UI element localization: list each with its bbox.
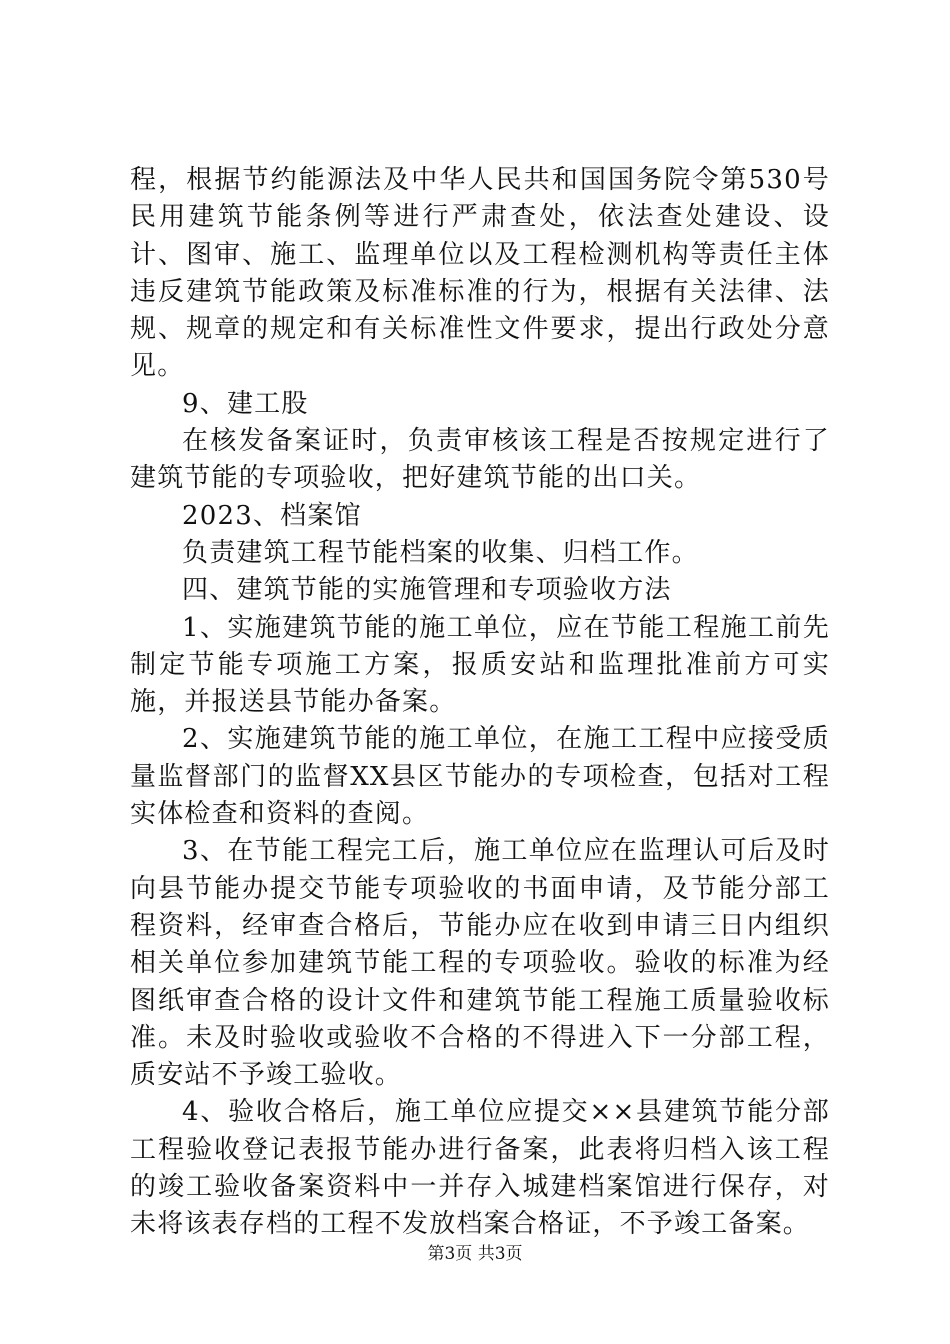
paragraph-item-2: 2、实施建筑节能的施工单位，在施工工程中应接受质量监督部门的监督XX县区节能办的专项检查，包括对工程实体检查和资料的查阅。 [130, 724, 830, 830]
section-heading-implementation: 四、建筑节能的实施管理和专项验收方法 [182, 575, 672, 606]
paragraph-archives-duty: 负责建筑工程节能档案的收集、归档工作。 [182, 537, 699, 568]
paragraph-item-1: 1、实施建筑节能的施工单位，应在节能工程施工前先制定节能专项施工方案，报质安站和监理批准前方可实施，并报送县节能办备案。 [130, 612, 830, 718]
section-heading-construction-unit: 9、建工股 [182, 388, 309, 419]
document-body [130, 162, 830, 1244]
paragraph-item-3: 3、在节能工程完工后，施工单位应在监理认可后及时向县节能办提交节能专项验收的书面申请，及节能分部工程资料，经审查合格后，节能办应在收到申请三日内组织相关单位参加建筑节能工程的专项验收。验收的标准为经图纸审查合格的设计文件和建筑节能工程施工质量验收标准。未及时验收或验收不合格的不得进入下一分部工程，质安站不予竣工验收。 [130, 836, 830, 1091]
paragraph-item-4: 4、验收合格后，施工单位应提交××县建筑节能分部工程验收登记表报节能办进行备案，此表将归档入该工程的竣工验收备案资料中一并存入城建档案馆进行保存，对未将该表存档的工程不发放档案合格证，不予竣工备案。 [130, 1097, 830, 1240]
page-number-label: 第3页 共3页 [427, 1244, 523, 1264]
page-footer [0, 1242, 950, 1266]
section-heading-archives: 2023、档案馆 [182, 500, 362, 531]
paragraph-construction-unit-duty: 在核发备案证时，负责审核该工程是否按规定进行了建筑节能的专项验收，把好建筑节能的出口关。 [130, 426, 830, 494]
paragraph-continuation: 程，根据节约能源法及中华人民共和国国务院令第530号民用建筑节能条例等进行严肃查处，依法查处建设、设计、图审、施工、监理单位以及工程检测机构等责任主体违反建筑节能政策及标准标准的行为，根据有关法律、法规、规章的规定和有关标准性文件要求，提出行政处分意见。 [130, 165, 830, 382]
